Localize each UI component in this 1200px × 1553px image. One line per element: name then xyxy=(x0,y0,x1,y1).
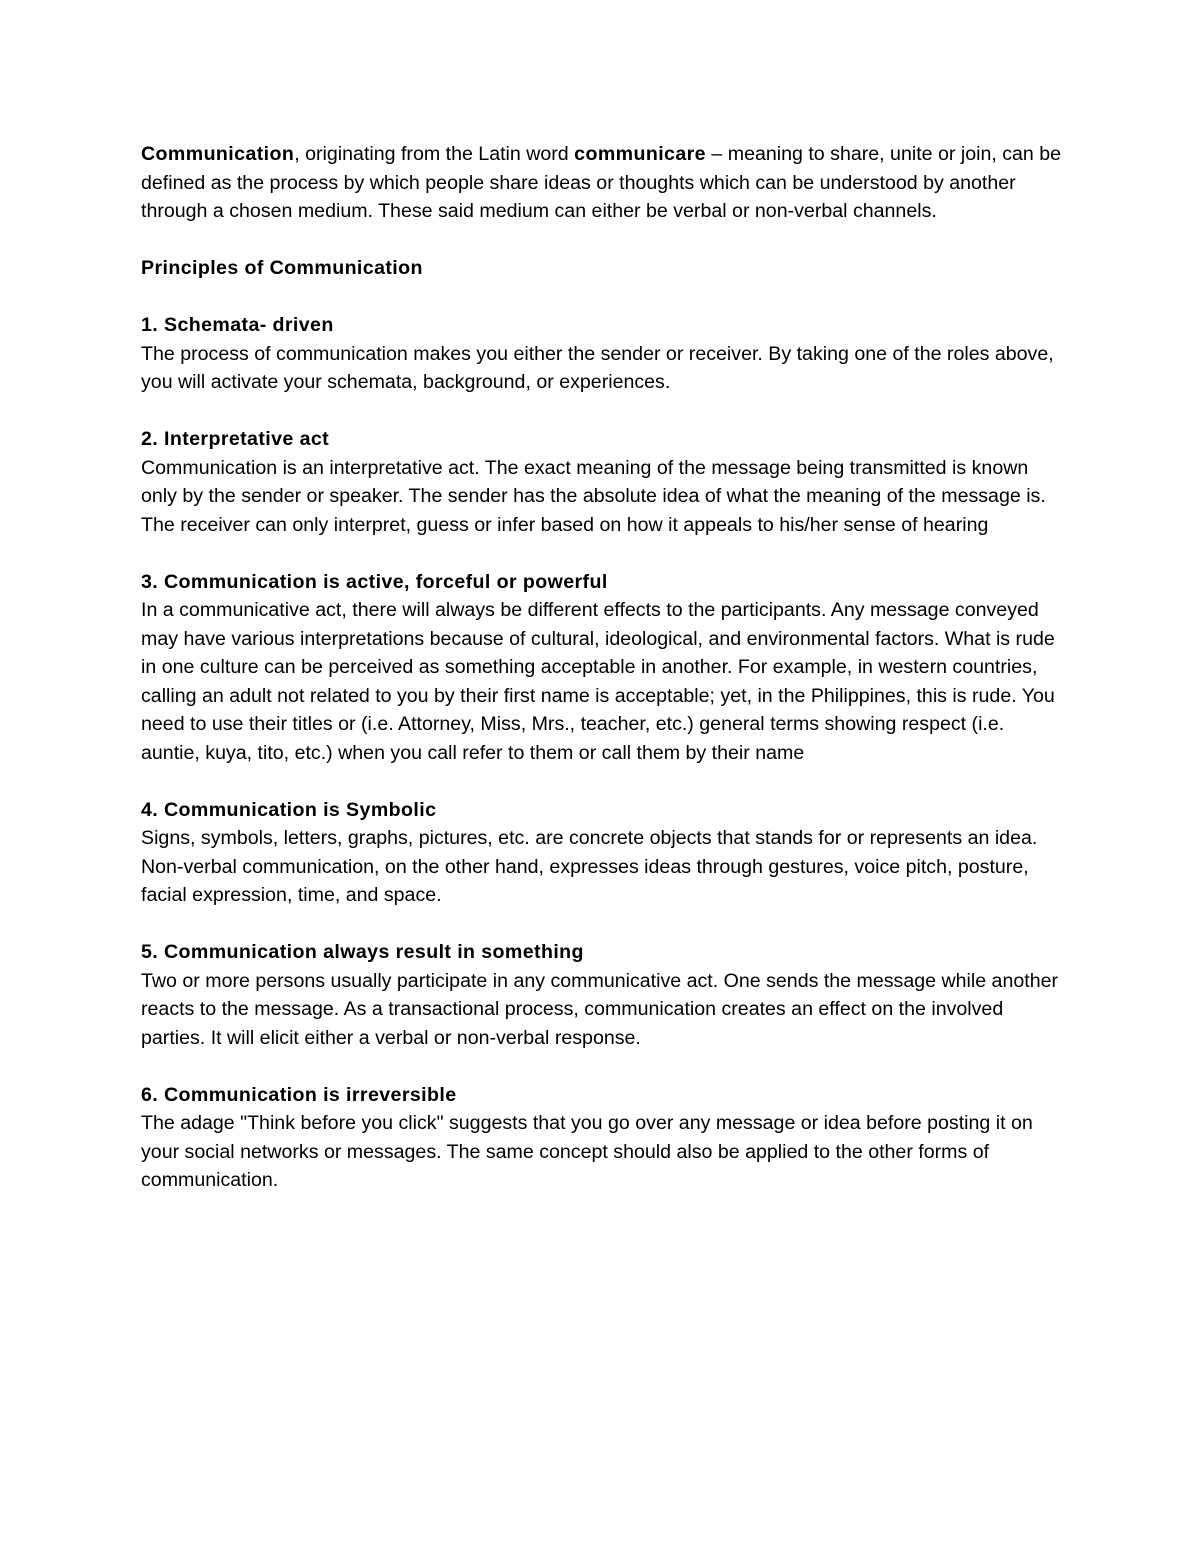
intro-text-part-1: , originating from the Latin word xyxy=(294,143,575,165)
paragraph-spacer xyxy=(141,767,1066,796)
principle-body: In a communicative act, there will always be different effects to the participants. Any message conveyed may have various interpretations because of cultural, ideological, and environmental factors. What is rude in one culture can be perceived as something acceptable in another. For example, in western countries, calling an adult not related to you by their first name is acceptable; yet, in the Philippines, this is rude. You need to use their titles or (i.e. Attorney, Miss, Mrs., teacher, etc.) general terms showing respect (i.e. auntie, kuya, tito, etc.) when you call refer to them or call them by their name xyxy=(141,599,1055,764)
principle-body: Two or more persons usually participate in any communicative act. One sends the message while another reacts to the message. As a transactional process, communication creates an effect on the involved parties. It will elicit either a verbal or non-verbal response. xyxy=(141,969,1059,1049)
principle-body: The adage "Think before you click" suggests that you go over any message or idea before posting it on your social networks or messages. The same concept should also be applied to the other forms of communication. xyxy=(141,1112,1033,1191)
principle-section xyxy=(141,938,1066,1052)
intro-paragraph xyxy=(141,140,1066,226)
intro-text-part-2: – meaning to share, unite or join, can be defined as the process by which people share ideas or thoughts which can be understood by another through a chosen medium. These said medium can either be verbal or non-verbal channels. xyxy=(141,143,1062,222)
principle-section xyxy=(141,568,1066,768)
paragraph-spacer xyxy=(141,397,1066,426)
principle-title: 3. Communication is active, forceful or powerful xyxy=(141,570,608,593)
principle-body: The process of communication makes you either the sender or receiver. By taking one of the roles above, you will activate your schemata, background, or experiences. xyxy=(141,342,1054,393)
paragraph-spacer xyxy=(141,539,1066,568)
principle-section xyxy=(141,1081,1066,1195)
principle-title: 6. Communication is irreversible xyxy=(141,1083,457,1106)
intro-term: Communication xyxy=(141,143,295,165)
paragraph-spacer xyxy=(141,283,1066,312)
principle-section xyxy=(141,425,1066,539)
principle-title: 4. Communication is Symbolic xyxy=(141,798,437,821)
paragraph-spacer xyxy=(141,910,1066,939)
principles-heading: Principles of Communication xyxy=(141,257,423,279)
principle-section xyxy=(141,311,1066,397)
principle-title: 2. Interpretative act xyxy=(141,428,330,450)
principle-section xyxy=(141,796,1066,910)
principle-title: 1. Schemata- driven xyxy=(141,314,334,336)
document-body xyxy=(141,140,1066,1195)
principle-title: 5. Communication always result in something xyxy=(141,941,584,963)
intro-latin-word: communicare xyxy=(574,143,706,165)
paragraph-spacer xyxy=(141,226,1066,255)
principle-body: Communication is an interpretative act. The exact meaning of the message being transmitted is known only by the sender or speaker. The sender has the absolute idea of what the meaning of the message is. The receiver can only interpret, guess or infer based on how it appeals to his/her sense of hearing xyxy=(141,456,1046,536)
paragraph-spacer xyxy=(141,1052,1066,1081)
principle-body: Signs, symbols, letters, graphs, pictures, etc. are concrete objects that stands for or represents an idea. Non-verbal communication, on the other hand, expresses ideas through gestures, voice pitch, posture, facial expression, time, and space. xyxy=(141,827,1038,906)
